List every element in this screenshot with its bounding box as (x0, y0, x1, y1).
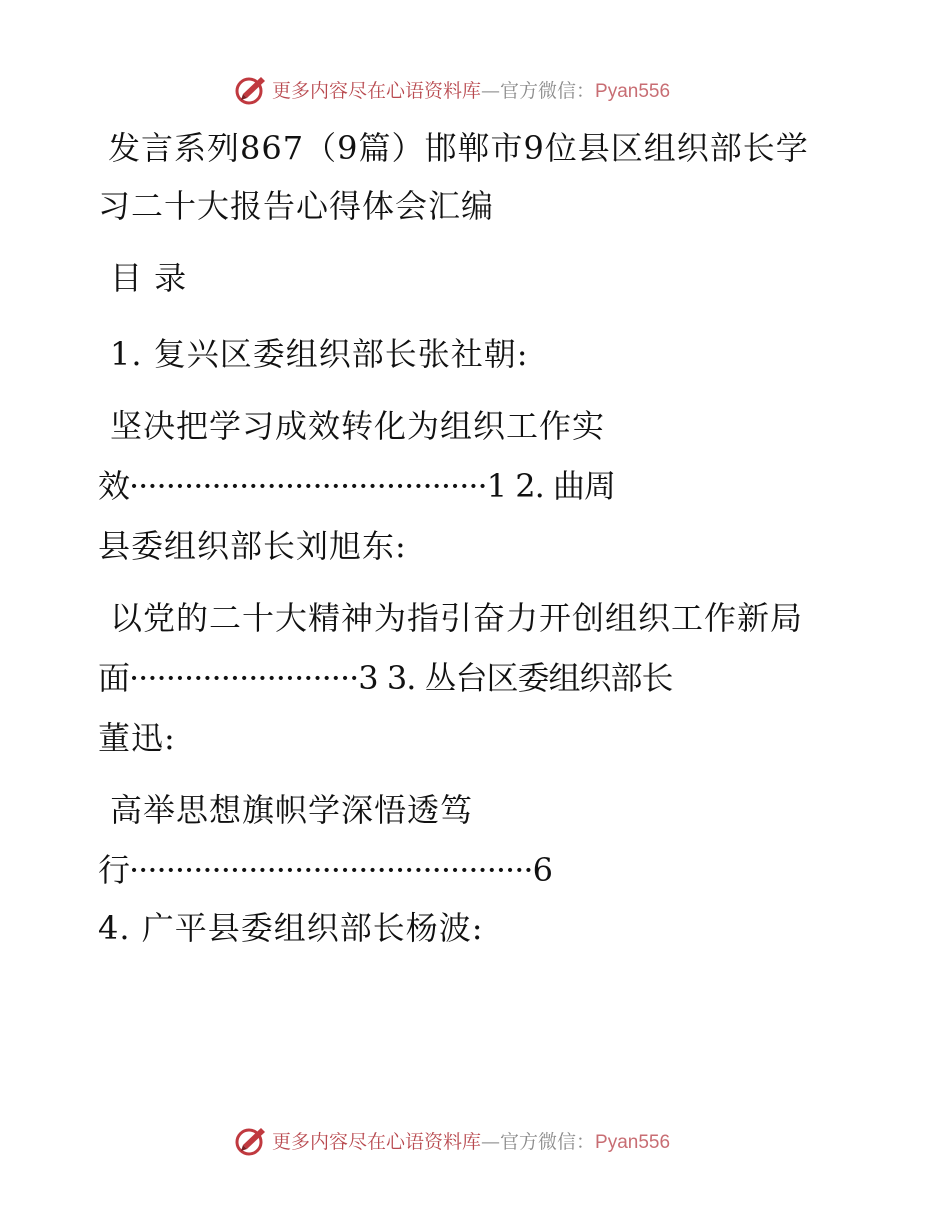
watermark-text: 更多内容尽在心语资料库—官方微信：Pyan556 (272, 1131, 671, 1153)
toc-line: 县委组织部长刘旭东: (98, 527, 407, 565)
document-title-line-2: 习二十大报告心得体会汇编 (98, 187, 495, 225)
pen-logo-icon (234, 72, 268, 106)
toc-line: 面·························3 3. 丛台区委组织部长 (98, 659, 673, 697)
toc-heading: 目 录 (110, 259, 188, 297)
toc-line: 以党的二十大精神为指引奋力开创组织工作新局 (110, 599, 804, 637)
toc-line: 4. 广平县委组织部长杨波: (98, 909, 484, 947)
toc-line: 效·······································1 2. 曲周 (98, 467, 615, 505)
watermark-text: 更多内容尽在心语资料库—官方微信：Pyan556 (272, 80, 671, 102)
watermark-header (0, 70, 950, 110)
toc-line: 1. 复兴区委组织部长张社朝: (110, 335, 529, 373)
toc-line: 高举思想旗帜学深悟透笃 (110, 791, 474, 829)
document-title-line-1: 发言系列867（9篇）邯郸市9位县区组织部长学 (108, 129, 809, 167)
watermark-footer (0, 1121, 950, 1161)
toc-line: 董迅: (98, 719, 176, 757)
toc-line: 行············································6 (98, 851, 552, 889)
toc-line: 坚决把学习成效转化为组织工作实 (110, 407, 606, 445)
pen-logo-icon (234, 1123, 268, 1157)
